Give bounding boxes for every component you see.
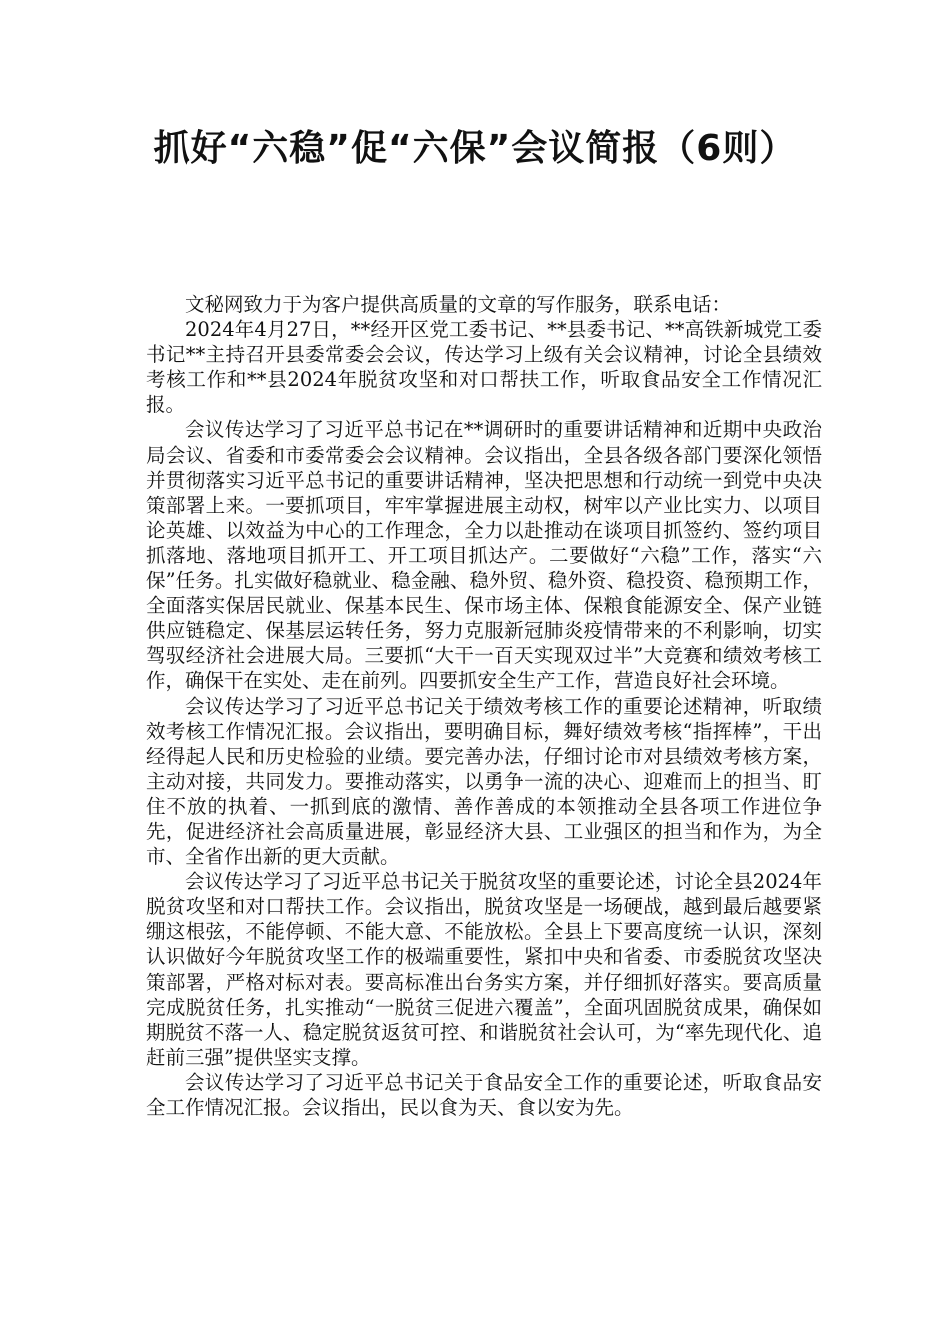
performance-assessment-paragraph: 会议传达学习了习近平总书记关于绩效考核工作的重要论述精神，听取绩效考核工作情况汇报。会议指出，要明确目标，舞好绩效考核“指挥棒”，干出经得起人民和历史检验的业绩。要完善办法，仔细讨论市对县绩效考核方案，主动对接，共同发力。要推动落实，以勇争一流的决心、迎难而上的担当、盯住不放的执着、一抓到底的激情、善作善成的本领推动全县各项工作进位争先，促进经济社会高质量进展，彰显经济大县、工业强区的担当和作为，为全市、全省作出新的更大贡献。 [146,694,822,869]
poverty-alleviation-paragraph: 会议传达学习了习近平总书记关于脱贫攻坚的重要论述，讨论全县2024年脱贫攻坚和对口帮扶工作。会议指出，脱贫攻坚是一场硬战，越到最后越要紧绷这根弦，不能停顿、不能大意、不能放松。全县上下要高度统一认识，深刻认识做好今年脱贫攻坚工作的极端重要性，紧扣中央和省委、市委脱贫攻坚决策部署，严格对标对表。要高标准出台务实方案，并仔细抓好落实。要高质量完成脱贫任务，扎实推动“一脱贫三促进六覆盖”，全面巩固脱贫成果，确保如期脱贫不落一人、稳定脱贫返贫可控、和谐脱贫社会认可，为“率先现代化、追赶前三强”提供坚实支撑。 [146,870,822,1069]
intro-paragraph: 文秘网致力于为客户提供高质量的文章的写作服务，联系电话： [185,293,732,316]
meeting-summary-paragraph: 2024年4月27日，**经开区党工委书记、**县委书记、**高铁新城党工委书记**主持召开县委常委会会议，传达学习上级有关会议精神，讨论全县绩效考核工作和**县2024年脱贫攻坚和对口帮扶工作，听取食品安全工作情况汇报。 [146,318,822,417]
six-stability-paragraph: 会议传达学习了习近平总书记在**调研时的重要讲话精神和近期中央政治局会议、省委和市委常委会会议精神。会议指出，全县各级各部门要深化领悟并贯彻落实习近平总书记的重要讲话精神，坚决把思想和行动统一到党中央决策部署上来。一要抓项目，牢牢掌握进展主动权，树牢以产业比实力、以项目论英雄、以效益为中心的工作理念，全力以赴推动在谈项目抓签约、签约项目抓落地、落地项目抓开工、开工项目抓达产。二要做好“六稳”工作，落实“六保”任务。扎实做好稳就业、稳金融、稳外贸、稳外资、稳投资、稳预期工作，全面落实保居民就业、保基本民生、保市场主体、保粮食能源安全、保产业链供应链稳定、保基层运转任务，努力克服新冠肺炎疫情带来的不利影响，切实驾驭经济社会进展大局。三要抓“大干一百天实现双过半”大竞赛和绩效考核工作，确保干在实处、走在前列。四要抓安全生产工作，营造良好社会环境。 [146,418,822,693]
document-body [146,292,822,1120]
food-safety-paragraph: 会议传达学习了习近平总书记关于食品安全工作的重要论述，听取食品安全工作情况汇报。会议指出，民以食为天、食以安为先。 [146,1070,822,1119]
document-title: 抓好“六稳”促“六保”会议简报（6则） [153,128,797,169]
